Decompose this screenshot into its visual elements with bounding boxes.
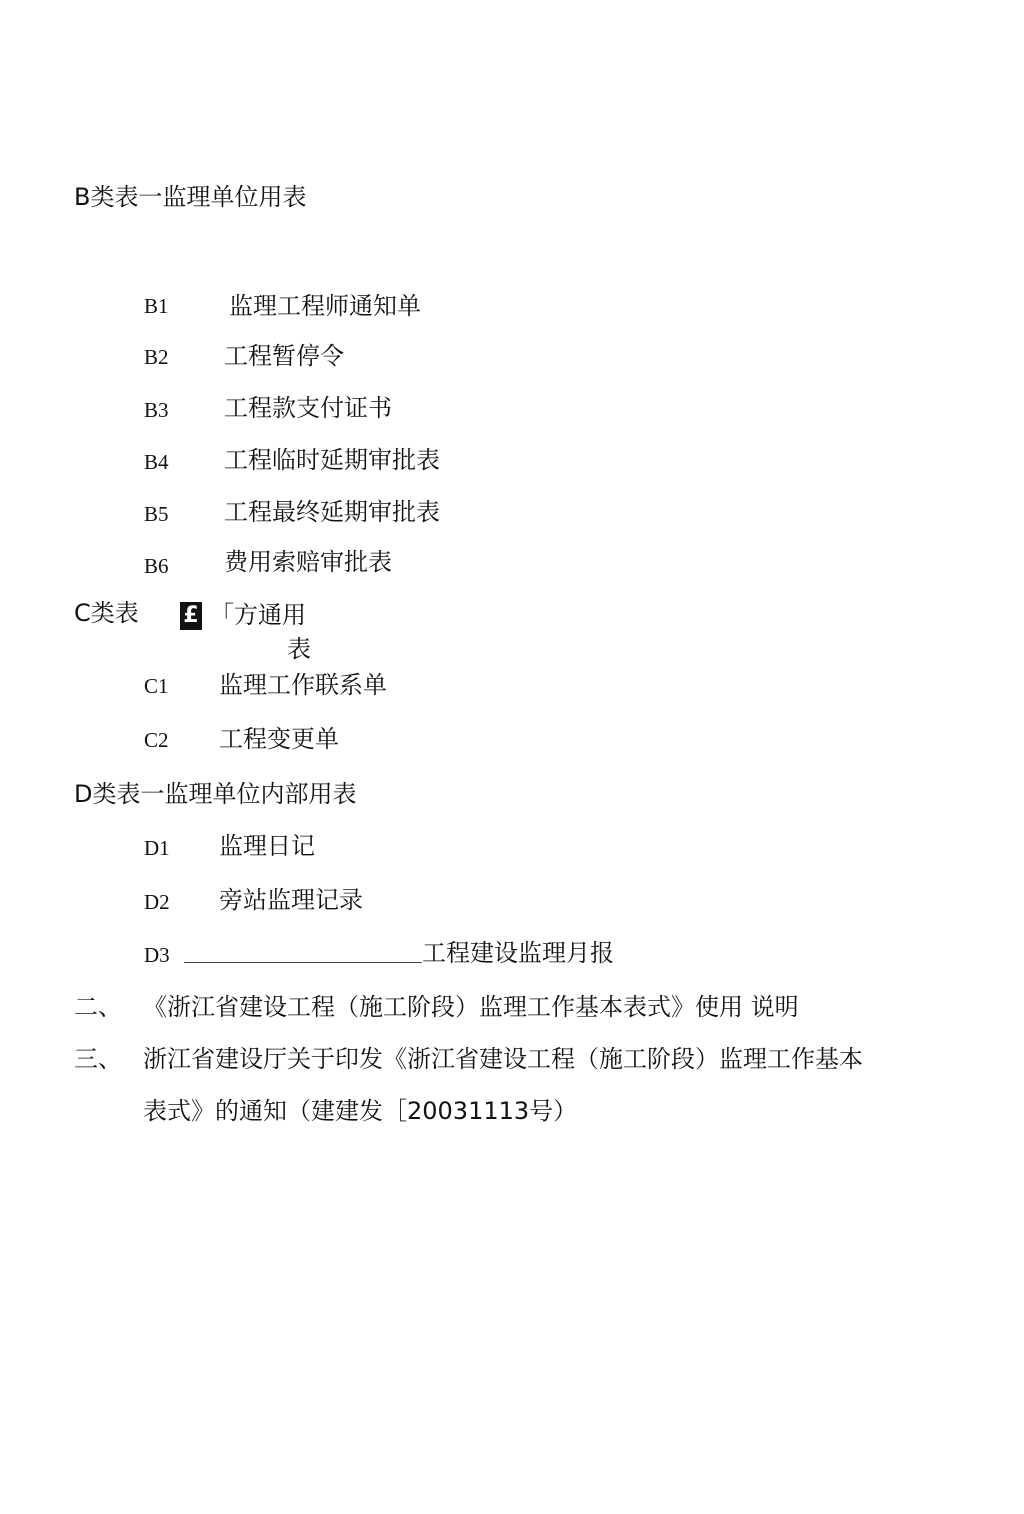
form-title-b1: 监理工程师通知单: [229, 292, 421, 320]
form-title-c2: 工程变更单: [219, 725, 339, 753]
list-text-3-cont: 表式》的通知（建建发［20031113号）: [143, 1097, 578, 1125]
blank-underline: [184, 962, 422, 963]
list-text-3: 浙江省建设厅关于印发《浙江省建设工程（施工阶段）监理工作基本: [143, 1045, 863, 1073]
form-title-c1: 监理工作联系单: [219, 671, 387, 699]
form-code-b4: B4: [144, 450, 169, 474]
section-c-heading-text: 「方通用: [210, 601, 306, 629]
form-title-b4: 工程临时延期审批表: [224, 446, 440, 474]
list-number-2: 二、: [74, 993, 122, 1021]
form-code-b3: B3: [144, 398, 169, 422]
form-code-d3: D3: [144, 943, 170, 967]
pound-sign-icon: £: [180, 602, 202, 630]
section-c-heading-text-cont: 表: [287, 635, 311, 663]
form-code-d1: D1: [144, 836, 170, 860]
form-title-b3: 工程款支付证书: [224, 394, 392, 422]
form-title-b6: 费用索赔审批表: [224, 548, 392, 576]
form-code-c1: C1: [144, 674, 169, 698]
form-code-b2: B2: [144, 345, 169, 369]
form-code-b1: B1: [144, 294, 169, 318]
section-d-heading: D类表一监理单位内部用表: [74, 780, 357, 808]
list-number-3: 三、: [74, 1045, 122, 1073]
section-c-heading-label: C类表: [74, 599, 139, 627]
form-title-d1: 监理日记: [219, 832, 315, 860]
form-code-d2: D2: [144, 890, 170, 914]
form-title-d3: 工程建设监理月报: [422, 939, 614, 967]
form-code-c2: C2: [144, 728, 169, 752]
list-text-2: 《浙江省建设工程（施工阶段）监理工作基本表式》使用 说明: [143, 993, 799, 1021]
form-code-b5: B5: [144, 502, 169, 526]
section-b-heading: B类表一监理单位用表: [74, 183, 307, 211]
form-title-b2: 工程暂停令: [224, 342, 344, 370]
form-code-b6: B6: [144, 554, 169, 578]
form-title-d2: 旁站监理记录: [219, 886, 363, 914]
section-c-heading: [74, 598, 474, 668]
form-title-b5: 工程最终延期审批表: [224, 498, 440, 526]
